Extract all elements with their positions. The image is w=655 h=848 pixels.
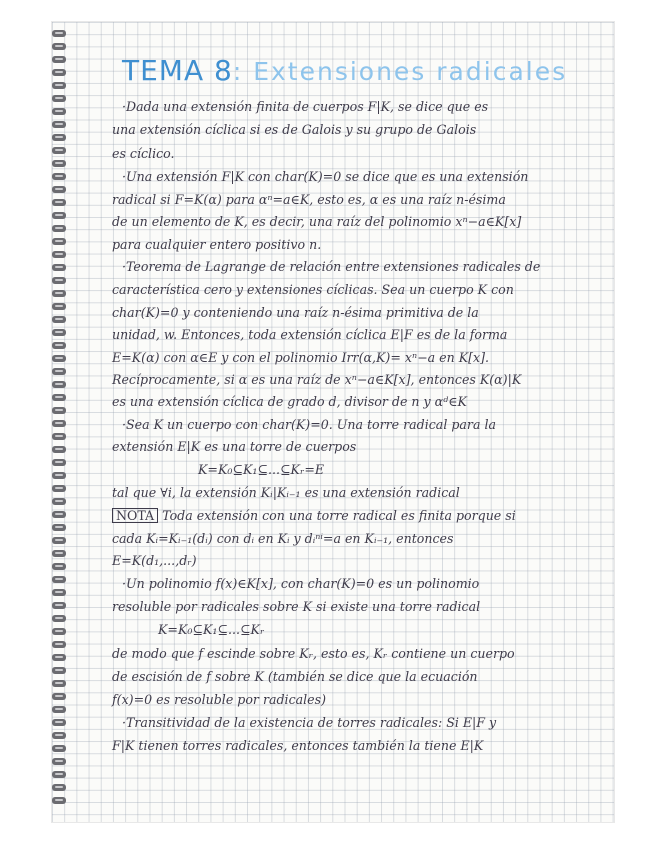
binding-ring bbox=[52, 719, 66, 726]
binding-ring bbox=[52, 732, 66, 739]
text-line: de escisión de f sobre K (también se dice que la ecuación bbox=[112, 669, 478, 684]
binding-ring bbox=[52, 446, 66, 453]
binding-ring bbox=[52, 212, 66, 219]
binding-ring bbox=[52, 56, 66, 63]
text-line: extensión E|K es una torre de cuerpos bbox=[112, 439, 357, 454]
binding-ring bbox=[52, 433, 66, 440]
binding-ring bbox=[52, 186, 66, 193]
text-line: Recíprocamente, si α es una raíz de xⁿ−a∈K[x], entonces K(α)|K bbox=[112, 372, 522, 387]
text-line: característica cero y extensiones cíclicas. Sea un cuerpo K con bbox=[112, 282, 514, 297]
binding-ring bbox=[52, 316, 66, 323]
binding-ring bbox=[52, 615, 66, 622]
binding-ring bbox=[52, 797, 66, 804]
binding-ring bbox=[52, 758, 66, 765]
binding-ring bbox=[52, 134, 66, 141]
binding-ring bbox=[52, 329, 66, 336]
binding-ring bbox=[52, 342, 66, 349]
text-line: de un elemento de K, es decir, una raíz del polinomio xⁿ−a∈K[x] bbox=[112, 214, 522, 229]
binding-ring bbox=[52, 381, 66, 388]
binding-ring bbox=[52, 108, 66, 115]
text-line: tal que ∀i, la extensión Kᵢ|Kᵢ₋₁ es una extensión radical bbox=[112, 485, 460, 500]
text-line: f(x)=0 es resoluble por radicales) bbox=[112, 692, 326, 707]
binding-ring bbox=[52, 459, 66, 466]
text-line: F|K tienen torres radicales, entonces también la tiene E|K bbox=[112, 738, 484, 753]
binding-ring bbox=[52, 628, 66, 635]
nota-box: NOTA bbox=[112, 508, 158, 523]
binding-ring bbox=[52, 303, 66, 310]
text-line: K=K₀⊆K₁⊆...⊆Kᵣ=E bbox=[198, 462, 325, 477]
text-line: ·Dada una extensión finita de cuerpos F|K, se dice que es bbox=[122, 99, 489, 114]
binding-ring bbox=[52, 771, 66, 778]
binding-ring bbox=[52, 147, 66, 154]
text-line: unidad, w. Entonces, toda extensión cíclica E|F es de la forma bbox=[112, 327, 508, 342]
text-line: resoluble por radicales sobre K si existe una torre radical bbox=[112, 599, 481, 614]
text-line: ·Un polinomio f(x)∈K[x], con char(K)=0 es un polinomio bbox=[122, 576, 480, 591]
text-line: para cualquier entero positivo n. bbox=[112, 237, 322, 252]
binding-ring bbox=[52, 563, 66, 570]
binding-ring bbox=[52, 654, 66, 661]
title-sub: : Extensiones radicales bbox=[232, 57, 568, 86]
binding-ring bbox=[52, 641, 66, 648]
binding-ring bbox=[52, 290, 66, 297]
page-title bbox=[122, 54, 567, 87]
binding-ring bbox=[52, 472, 66, 479]
binding-ring bbox=[52, 407, 66, 414]
text-line: una extensión cíclica si es de Galois y su grupo de Galois bbox=[112, 122, 477, 137]
binding-ring bbox=[52, 238, 66, 245]
binding-ring bbox=[52, 355, 66, 362]
spiral-binding bbox=[52, 30, 68, 810]
binding-ring bbox=[52, 550, 66, 557]
text-line: K=K₀⊆K₁⊆...⊆Kᵣ bbox=[158, 622, 265, 637]
binding-ring bbox=[52, 121, 66, 128]
binding-ring bbox=[52, 69, 66, 76]
text-line: ·Una extensión F|K con char(K)=0 se dice que es una extensión bbox=[122, 169, 529, 184]
binding-ring bbox=[52, 745, 66, 752]
text-line: ·Sea K un cuerpo con char(K)=0. Una torre radical para la bbox=[122, 417, 496, 432]
text-line: es una extensión cíclica de grado d, divisor de n y αᵈ∈K bbox=[112, 394, 467, 409]
binding-ring bbox=[52, 95, 66, 102]
binding-ring bbox=[52, 264, 66, 271]
binding-ring bbox=[52, 225, 66, 232]
binding-ring bbox=[52, 589, 66, 596]
text-line: char(K)=0 y conteniendo una raíz n-ésima primitiva de la bbox=[112, 305, 479, 320]
binding-ring bbox=[52, 784, 66, 791]
binding-ring bbox=[52, 706, 66, 713]
binding-ring bbox=[52, 277, 66, 284]
binding-ring bbox=[52, 160, 66, 167]
binding-ring bbox=[52, 30, 66, 37]
binding-ring bbox=[52, 537, 66, 544]
text-line: es cíclico. bbox=[112, 146, 175, 161]
text-line: radical si F=K(α) para αⁿ=a∈K, esto es, α es una raíz n-ésima bbox=[112, 192, 506, 207]
binding-ring bbox=[52, 680, 66, 687]
binding-ring bbox=[52, 602, 66, 609]
binding-ring bbox=[52, 667, 66, 674]
binding-ring bbox=[52, 576, 66, 583]
binding-ring bbox=[52, 82, 66, 89]
binding-ring bbox=[52, 199, 66, 206]
binding-ring bbox=[52, 251, 66, 258]
text-line-nota bbox=[112, 508, 516, 524]
text-line: Toda extensión con una torre radical es finita porque si bbox=[162, 508, 516, 523]
text-line: E=K(α) con α∈E y con el polinomio Irr(α,K)= xⁿ−a en K[x]. bbox=[112, 350, 490, 365]
text-line: E=K(d₁,...,dᵣ) bbox=[112, 553, 197, 568]
text-line: cada Kᵢ=Kᵢ₋₁(dᵢ) con dᵢ en Kᵢ y dᵢⁿⁱ=a en Kᵢ₋₁, entonces bbox=[112, 531, 454, 546]
binding-ring bbox=[52, 368, 66, 375]
binding-ring bbox=[52, 693, 66, 700]
binding-ring bbox=[52, 173, 66, 180]
binding-ring bbox=[52, 524, 66, 531]
binding-ring bbox=[52, 394, 66, 401]
text-line: de modo que f escinde sobre Kᵣ, esto es, Kᵣ contiene un cuerpo bbox=[112, 646, 515, 661]
text-line: ·Transitividad de la existencia de torres radicales: Si E|F y bbox=[122, 715, 497, 730]
title-main: TEMA 8 bbox=[122, 54, 233, 87]
text-line: ·Teorema de Lagrange de relación entre extensiones radicales de bbox=[122, 259, 541, 274]
binding-ring bbox=[52, 43, 66, 50]
binding-ring bbox=[52, 498, 66, 505]
binding-ring bbox=[52, 511, 66, 518]
binding-ring bbox=[52, 485, 66, 492]
binding-ring bbox=[52, 420, 66, 427]
